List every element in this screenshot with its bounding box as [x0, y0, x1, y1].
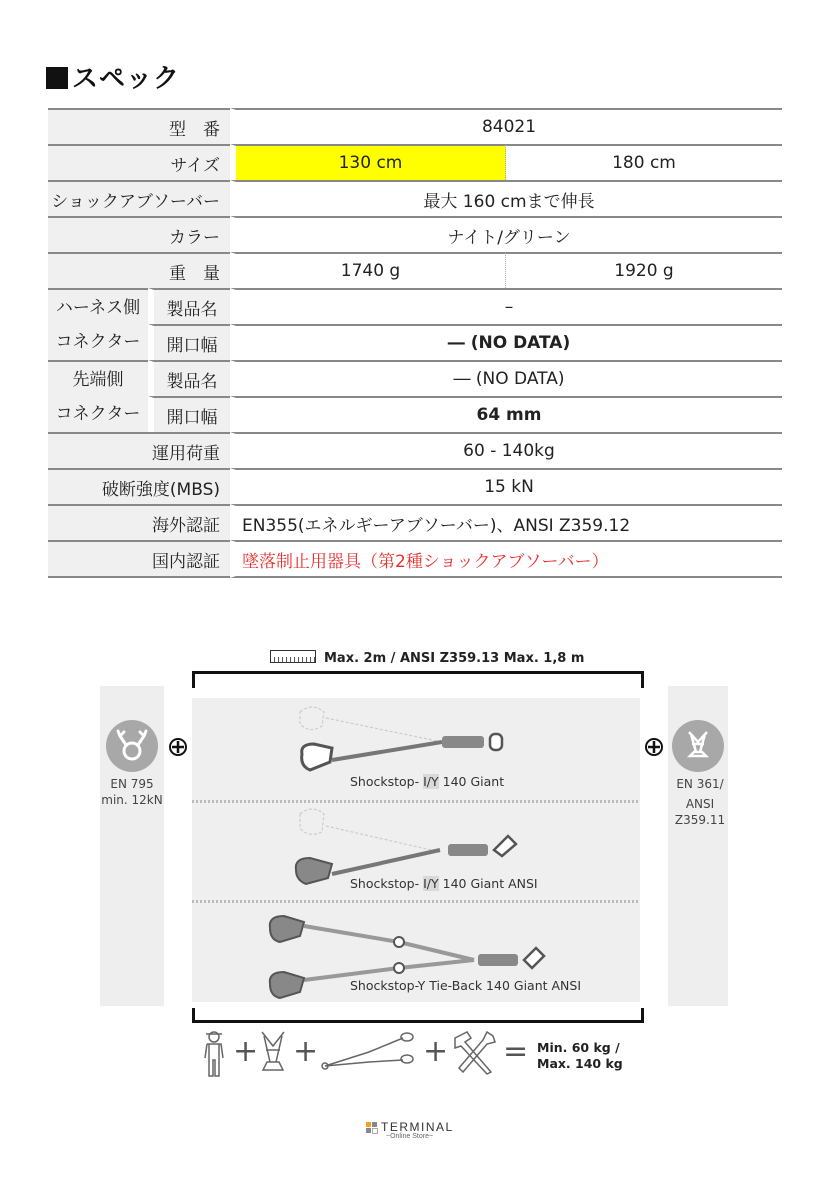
label-absorber: ショックアブソーバー: [48, 180, 230, 216]
value-absorber: 最大 160 cmまで伸長: [230, 180, 782, 216]
product-panel: [192, 698, 640, 1002]
harness-icon: [672, 720, 724, 772]
lanyard-icon: [319, 1030, 419, 1074]
ruler-icon: [270, 650, 316, 663]
bracket-bottom: [192, 1008, 644, 1023]
divider: [192, 900, 640, 903]
label-working-load: 運用荷重: [48, 432, 230, 468]
length-note: Max. 2m / ANSI Z359.13 Max. 1,8 m: [270, 650, 584, 666]
harness-standard: EN 361/: [676, 777, 724, 791]
label-color: カラー: [48, 216, 230, 252]
harness-panel: EN 361/ ANSI Z359.11: [668, 686, 728, 1006]
product-name: Shockstop- I/Y 140 Giant ANSI: [350, 876, 538, 891]
product-item: [192, 904, 640, 1002]
group-harness-connector: ハーネス側 コネクター: [48, 288, 148, 360]
row-harness-product: [48, 288, 782, 324]
row-absorber: [48, 180, 782, 216]
group-tip-connector: 先端側 コネクター: [48, 360, 148, 432]
value-domestic-cert: 墜落制止用器具（第2種ショックアブソーバー）: [230, 540, 782, 578]
anchor-icon: [106, 720, 158, 772]
row-size: [48, 144, 782, 180]
value-color: ナイト/グリーン: [230, 216, 782, 252]
square-bullet-icon: [46, 67, 68, 89]
row-model: [48, 108, 782, 144]
product-item: [192, 698, 640, 800]
value-harness-opening: ― (NO DATA): [230, 324, 782, 360]
divider: [192, 800, 640, 803]
plus-icon: [644, 737, 664, 757]
anchor-standard: EN 795: [110, 777, 154, 791]
section-title: スペック: [46, 58, 180, 95]
label-harness-opening: 開口幅: [148, 324, 230, 360]
row-tip-product: [48, 360, 782, 396]
label-intl-cert: 海外認証: [48, 504, 230, 540]
value-intl-cert: EN355(エネルギーアブソーバー)、ANSI Z359.12: [230, 504, 782, 540]
value-working-load: 60 - 140kg: [230, 432, 782, 468]
value-weight-180: 1920 g: [506, 252, 782, 288]
row-tip-opening: [48, 396, 782, 432]
person-icon: [201, 1030, 227, 1078]
value-model: 84021: [230, 108, 782, 144]
label-weight: 重 量: [48, 252, 230, 288]
plus-icon: [168, 737, 188, 757]
product-item: [192, 804, 640, 900]
label-tip-opening: 開口幅: [148, 396, 230, 432]
value-tip-product: ― (NO DATA): [230, 360, 782, 396]
lanyard-icon: [288, 806, 528, 886]
spec-table: [48, 108, 782, 578]
logo-mark-icon: [366, 1122, 378, 1134]
tools-icon: [451, 1030, 497, 1076]
label-mbs: 破断強度(MBS): [48, 468, 230, 504]
lanyard-icon: [292, 704, 522, 774]
product-name: Shockstop- I/Y 140 Giant: [350, 774, 505, 789]
row-domestic-cert: [48, 540, 782, 578]
label-size: サイズ: [48, 144, 230, 180]
label-tip-product: 製品名: [148, 360, 230, 396]
harness-icon: [259, 1030, 287, 1076]
row-harness-opening: [48, 324, 782, 360]
product-name: Shockstop-Y Tie-Back 140 Giant ANSI: [350, 978, 582, 993]
value-mbs: 15 kN: [230, 468, 782, 504]
row-mbs: [48, 468, 782, 504]
row-intl-cert: [48, 504, 782, 540]
value-harness-product: –: [230, 288, 782, 324]
label-domestic-cert: 国内認証: [48, 540, 230, 578]
row-color: [48, 216, 782, 252]
weight-equation: + + + = Min. 60 kg / Max. 140 kg: [195, 1028, 655, 1080]
value-weight-130: 1740 g: [230, 252, 506, 288]
label-model: 型 番: [48, 108, 230, 144]
value-size-180: 180 cm: [506, 144, 782, 180]
row-working-load: [48, 432, 782, 468]
value-tip-opening: 64 mm: [230, 396, 782, 432]
value-size-130: 130 cm: [230, 144, 506, 180]
anchor-strength: min. 12kN: [101, 793, 163, 807]
bracket-top: [192, 671, 644, 688]
row-weight: [48, 252, 782, 288]
anchor-panel: [100, 686, 164, 1006]
label-harness-product: 製品名: [148, 288, 230, 324]
weight-range: Min. 60 kg / Max. 140 kg: [537, 1040, 623, 1071]
